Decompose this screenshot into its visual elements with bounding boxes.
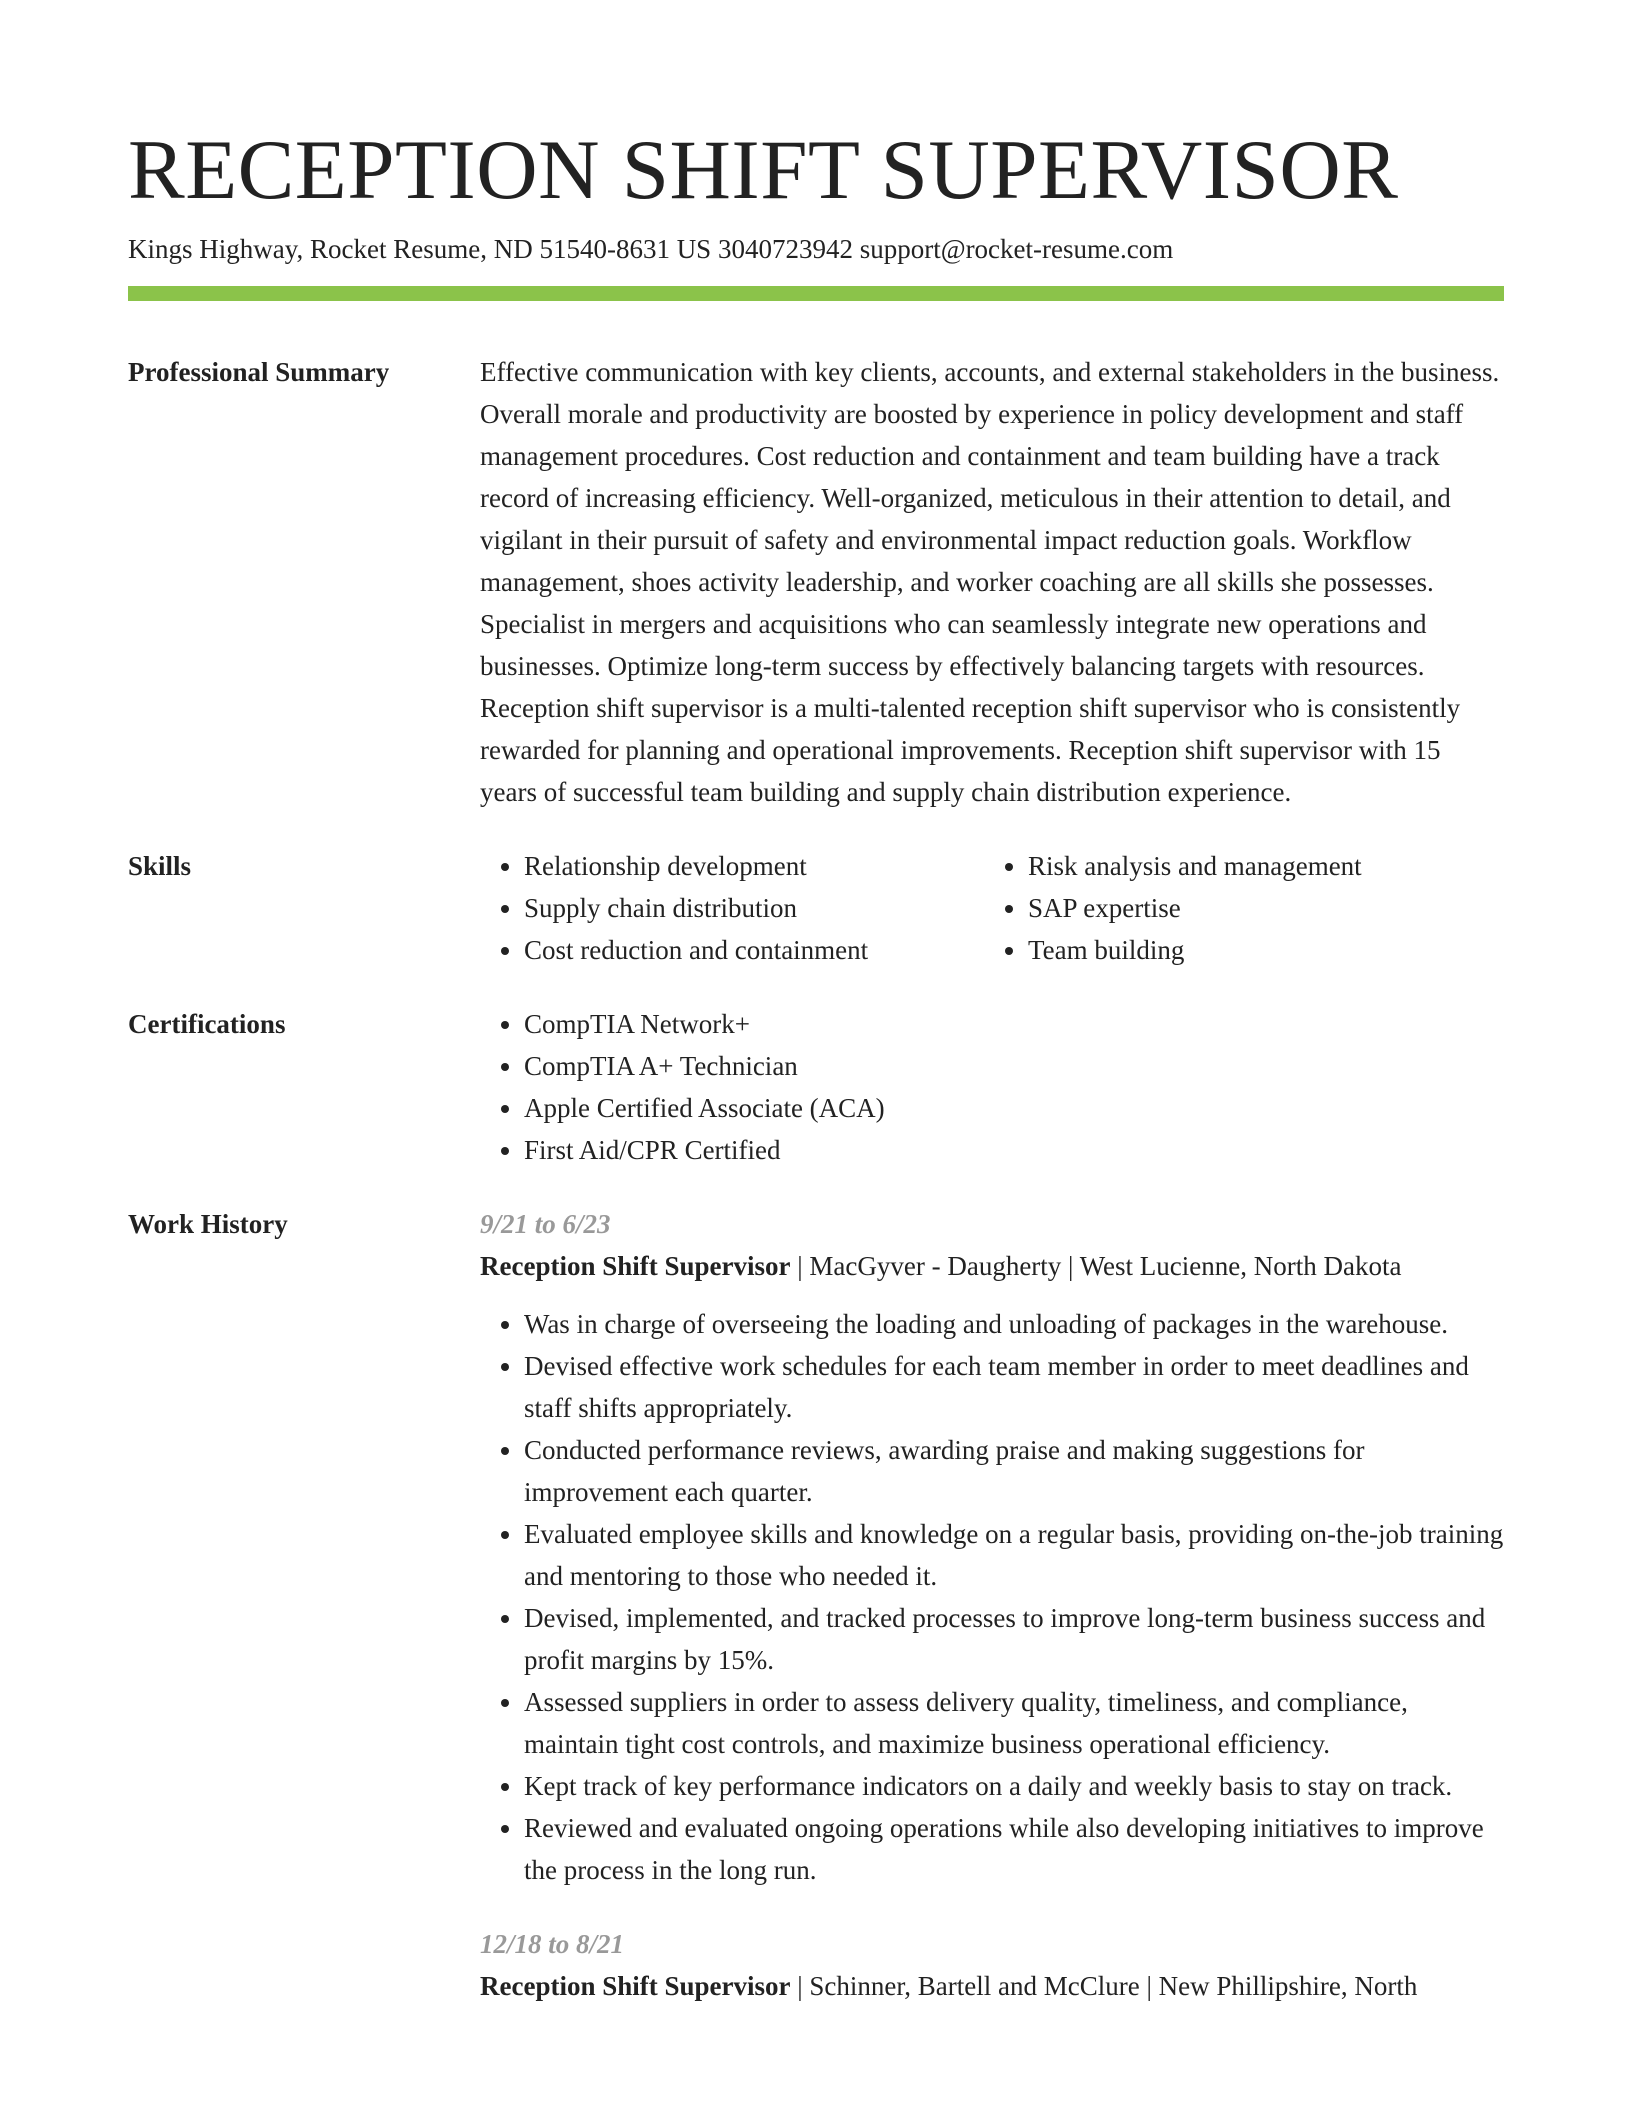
job-bullets (480, 1303, 1504, 1891)
certification-item: • First Aid/CPR Certified (524, 1129, 1504, 1171)
certification-item: • CompTIA Network+ (524, 1003, 1504, 1045)
job-heading (480, 1245, 1504, 1287)
resume-name: RECEPTION SHIFT SUPERVISOR (128, 123, 1399, 217)
skills-column-right (984, 845, 1508, 971)
certification-item: • Apple Certified Associate (ACA) (524, 1087, 1504, 1129)
certifications-list (480, 1003, 1504, 1171)
skills-list (480, 845, 1508, 971)
section-label-summary: Professional Summary (128, 357, 390, 387)
job-bullet: • Was in charge of overseeing the loading and unloading of packages in the warehouse. (524, 1303, 1504, 1345)
section-skills (128, 845, 1504, 971)
skill-item: • Cost reduction and containment (524, 929, 984, 971)
header-divider (128, 286, 1504, 301)
job-title: Reception Shift Supervisor (480, 1251, 791, 1281)
job-bullet: • Assessed suppliers in order to assess delivery quality, timeliness, and compliance, maintain tight cost controls, and maximize business operational efficiency. (524, 1681, 1504, 1765)
section-certifications (128, 1003, 1504, 1171)
section-professional-summary (128, 351, 1504, 813)
job-employer: | MacGyver - Daugherty | West Lucienne, North Dakota (790, 1251, 1402, 1281)
job-heading (480, 1965, 1504, 2007)
job-bullet: • Devised, implemented, and tracked processes to improve long-term business success and profit margins by 15%. (524, 1597, 1504, 1681)
job-entry (480, 1203, 1504, 1891)
skills-column-left (480, 845, 984, 971)
section-label-work-history: Work History (128, 1209, 288, 1239)
job-dates: 9/21 to 6/23 (480, 1209, 611, 1239)
section-label-skills: Skills (128, 851, 192, 881)
job-dates: 12/18 to 8/21 (480, 1929, 625, 1959)
skill-item: • SAP expertise (1028, 887, 1508, 929)
job-title: Reception Shift Supervisor (480, 1971, 791, 2001)
job-entry (480, 1923, 1504, 2007)
skill-item: • Risk analysis and management (1028, 845, 1508, 887)
job-bullet: • Kept track of key performance indicators on a daily and weekly basis to stay on track. (524, 1765, 1504, 1807)
certification-item: • CompTIA A+ Technician (524, 1045, 1504, 1087)
section-label-certifications: Certifications (128, 1009, 286, 1039)
skill-item: • Team building (1028, 929, 1508, 971)
job-bullet: • Evaluated employee skills and knowledge on a regular basis, providing on-the-job training and mentoring to those who needed it. (524, 1513, 1504, 1597)
skill-item: • Relationship development (524, 845, 984, 887)
section-work-history (128, 1203, 1504, 2007)
resume-page (128, 0, 1504, 2007)
job-employer: | Schinner, Bartell and McClure | New Phillipshire, North (790, 1971, 1418, 2001)
certifications-items (480, 1003, 1504, 1171)
contact-info: Kings Highway, Rocket Resume, ND 51540-8631 US 3040723942 support@rocket-resume.com (128, 234, 1174, 264)
work-history-body (480, 1203, 1504, 2007)
job-bullet: • Reviewed and evaluated ongoing operations while also developing initiatives to improve the process in the long run. (524, 1807, 1504, 1891)
job-bullet: • Devised effective work schedules for each team member in order to meet deadlines and staff shifts appropriately. (524, 1345, 1504, 1429)
skill-item: • Supply chain distribution (524, 887, 984, 929)
summary-text: Effective communication with key clients, accounts, and external stakeholders in the business. Overall morale and productivity are boosted by experience in policy development and staff management procedures. Cost reduction and containment and team building have a track record of increasing efficiency. Well-organized, meticulous in their attention to detail, and vigilant in their pursuit of safety and environmental impact reduction goals. Workflow management, shoes activity leadership, and worker coaching are all skills she possesses. Specialist in mergers and acquisitions who can seamlessly integrate new operations and businesses. Optimize long-term success by effectively balancing targets with resources. Reception shift supervisor is a multi-talented reception shift supervisor who is consistently rewarded for planning and operational improvements. Reception shift supervisor with 15 years of successful team building and supply chain distribution experience. (480, 357, 1500, 807)
job-bullet: • Conducted performance reviews, awarding praise and making suggestions for improvement each quarter. (524, 1429, 1504, 1513)
